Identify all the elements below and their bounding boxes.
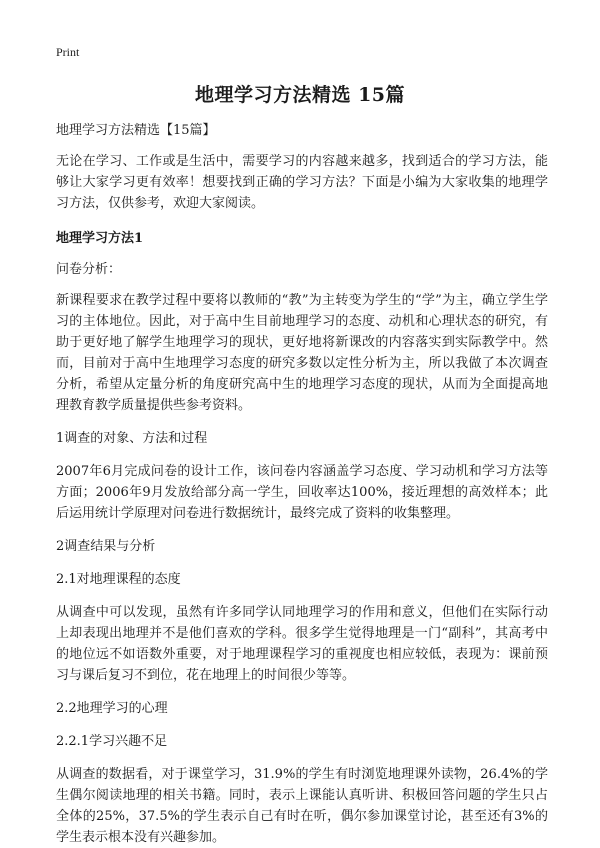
section-heading: 地理学习方法1	[56, 231, 144, 246]
paragraph-1: 新课程要求在教学过程中要将以教师的“教”为主转变为学生的“学”为主，确立学生学习的主体地位。因此，对于高中生目前地理学习的态度、动机和心理状态的研究，有助于更好地了解学生地理学习的现状，更好地将新课改的内容落实到实际教学中。然而，目前对于高中生地理学习态度的研究多数以定性分析为主，所以我做了本次调查分析，希望从定量分析的角度研究高中生的地理学习态度的现状，从而为全面提高地理教育教学质量提供些参考资料。	[56, 293, 548, 413]
heading-1: 1调查的对象、方法和过程	[56, 431, 208, 446]
print-link[interactable]: Print	[56, 45, 80, 59]
questionnaire-label: 问卷分析：	[56, 262, 122, 277]
paragraph-2: 2007年6月完成问卷的设计工作，该问卷内容涵盖学习态度、学习动机和学习方法等方面；2006年9月发放给部分高一学生，回收率达100%，接近理想的高效样本；此后运用统计学原理对问卷进行数据统计，最终完成了资料的收集整理。	[56, 464, 548, 521]
heading-2-1: 2.1对地理课程的态度	[56, 572, 181, 587]
article-body	[56, 120, 548, 848]
paragraph-3: 从调查中可以发现，虽然有许多同学认同地理学习的作用和意义，但他们在实际行动上却表现出地理并不是他们喜欢的学科。很多学生觉得地理是一门“副科”，其高考中的地位远不如语数外重要，对于地理课程学习的重视度也相应较低，表现为：课前预习与课后复习不到位，花在地理上的时间很少等等。	[56, 605, 548, 683]
page-title: 地理学习方法精选 15篇	[194, 84, 406, 106]
paragraph-4: 从调查的数据看，对于课堂学习，31.9%的学生有时浏览地理课外读物，26.4%的学生偶尔阅读地理的相关书籍。同时，表示上课能认真听讲、积极回答问题的学生只占全体的25%，37.5%的学生表示自己有时在听，偶尔参加课堂讨论，甚至还有3%的学生表示根本没有兴趣参加。	[56, 767, 548, 845]
intro-paragraph: 无论在学习、工作或是生活中，需要学习的内容越来越多，找到适合的学习方法，能够让大家学习更有效率！想要找到正确的学习方法？下面是小编为大家收集的地理学习方法，仅供参考，欢迎大家阅读。	[56, 154, 548, 211]
article-subtitle: 地理学习方法精选【15篇】	[56, 123, 216, 138]
heading-2-2-1: 2.2.1学习兴趣不足	[56, 734, 168, 749]
heading-2-2: 2.2地理学习的心理	[56, 701, 168, 716]
heading-2: 2调查结果与分析	[56, 539, 156, 554]
